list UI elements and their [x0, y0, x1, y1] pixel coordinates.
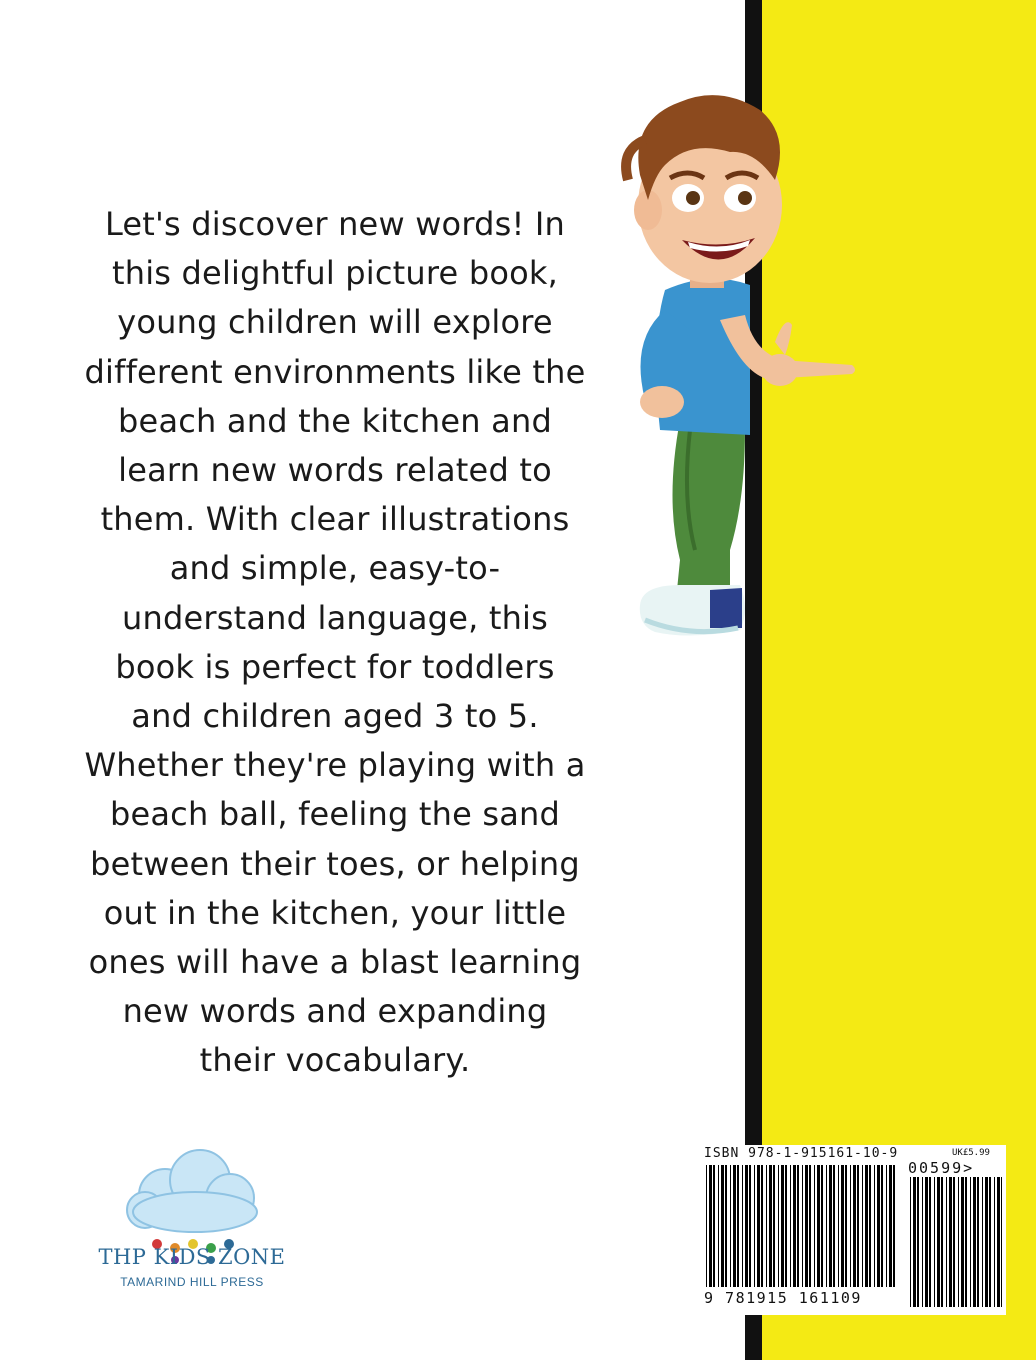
barcode-bar: [889, 1165, 892, 1287]
barcode-bar: [778, 1165, 779, 1287]
blurb-line: beach ball, feeling the sand: [109, 795, 561, 834]
barcode-bar: [881, 1165, 883, 1287]
barcode-bar: [877, 1165, 880, 1287]
barcode-label: [700, 1145, 1006, 1315]
barcode-bar: [766, 1165, 767, 1287]
barcode-bar: [929, 1177, 931, 1307]
barcode-bar: [757, 1165, 760, 1287]
barcode-bar: [814, 1165, 815, 1287]
barcode-bar: [865, 1165, 868, 1287]
blurb-line: their vocabulary.: [199, 1041, 471, 1080]
barcode-digits: 9 781915 161109: [704, 1289, 862, 1307]
blurb-line: this delightful picture book,: [111, 254, 558, 293]
barcode-bar: [886, 1165, 887, 1287]
barcode-bar: [802, 1165, 803, 1287]
barcode-bar: [850, 1165, 851, 1287]
barcode-bar: [809, 1165, 811, 1287]
barcode-bar: [874, 1165, 875, 1287]
blurb-line: between their toes, or helping: [90, 844, 580, 883]
blurb-text: [70, 200, 600, 1086]
isbn-number: ISBN 978-1-915161-10-9: [704, 1146, 899, 1161]
barcode-bar: [742, 1165, 743, 1287]
blurb-line: out in the kitchen, your little: [103, 893, 567, 932]
barcode-bar: [913, 1177, 916, 1307]
barcode-bar: [917, 1177, 919, 1307]
barcode-bar: [862, 1165, 863, 1287]
barcode-bar: [845, 1165, 847, 1287]
barcode-bar: [737, 1165, 739, 1287]
barcode-bar: [817, 1165, 820, 1287]
barcode-bar: [893, 1165, 895, 1287]
barcode-bar: [797, 1165, 799, 1287]
blurb-line: different environments like the: [84, 352, 586, 391]
barcode-bar: [853, 1165, 856, 1287]
blurb-line: and simple, easy-to-: [169, 549, 501, 588]
blurb-line: book is perfect for toddlers: [115, 647, 555, 686]
blurb-line: Let's discover new words! In: [104, 205, 566, 243]
barcode-bar: [934, 1177, 935, 1307]
barcode-bar: [922, 1177, 923, 1307]
barcode-bar: [793, 1165, 796, 1287]
barcode-bar: [773, 1165, 775, 1287]
barcode-bar: [961, 1177, 964, 1307]
price-code: 00599>: [908, 1159, 975, 1177]
blurb-line: ones will have a blast learning: [88, 943, 582, 982]
barcode-bar: [994, 1177, 995, 1307]
blurb-line: and children aged 3 to 5.: [131, 697, 539, 736]
barcode-bar: [910, 1177, 911, 1307]
barcode-bar: [781, 1165, 784, 1287]
barcode-addon-bars: [910, 1177, 1002, 1307]
barcode-bar: [841, 1165, 844, 1287]
blurb-line: new words and expanding: [122, 992, 548, 1031]
publisher-name: THP KIDS ZONE: [98, 1245, 286, 1269]
barcode-bar: [826, 1165, 827, 1287]
barcode-bar: [946, 1177, 947, 1307]
blurb-line: them. With clear illustrations: [100, 500, 570, 539]
pointing-boy-illustration: [570, 80, 870, 660]
barcode-bar: [941, 1177, 943, 1307]
barcode-bar: [730, 1165, 731, 1287]
barcode-bar: [713, 1165, 715, 1287]
barcode-bar: [977, 1177, 979, 1307]
barcode-bar: [725, 1165, 727, 1287]
barcode-bar: [829, 1165, 832, 1287]
barcode-bar: [805, 1165, 808, 1287]
barcode-bar: [958, 1177, 959, 1307]
blurb-line: beach and the kitchen and: [118, 401, 552, 440]
barcode-bar: [965, 1177, 967, 1307]
barcode-bar: [718, 1165, 719, 1287]
barcode-bar: [761, 1165, 763, 1287]
barcode-bar: [769, 1165, 772, 1287]
publisher-subtitle: TAMARIND HILL PRESS: [120, 1275, 264, 1289]
barcode-bar: [821, 1165, 823, 1287]
barcode-bar: [989, 1177, 991, 1307]
barcode-bar: [925, 1177, 928, 1307]
barcode-bar: [754, 1165, 755, 1287]
barcode-bar: [785, 1165, 787, 1287]
blurb-line: Whether they're playing with a: [84, 746, 586, 785]
barcode-bar: [1001, 1177, 1002, 1307]
barcode-bar: [790, 1165, 791, 1287]
barcode-bar: [733, 1165, 736, 1287]
barcode-bar: [749, 1165, 751, 1287]
barcode-bar: [745, 1165, 748, 1287]
blurb-line: understand language, this: [121, 598, 549, 637]
barcode-bar: [970, 1177, 971, 1307]
blurb-line: learn new words related to: [118, 451, 552, 490]
barcode-bar: [857, 1165, 859, 1287]
barcode-bar: [982, 1177, 983, 1307]
price-label: UK£5.99: [952, 1148, 990, 1158]
barcode-bar: [953, 1177, 955, 1307]
barcode-bar: [973, 1177, 976, 1307]
barcode-bar: [833, 1165, 835, 1287]
blurb-line: young children will explore: [117, 303, 553, 342]
barcode-bar: [869, 1165, 871, 1287]
barcode-bar: [949, 1177, 952, 1307]
barcode-bar: [838, 1165, 839, 1287]
barcode-bar: [706, 1165, 707, 1287]
barcode-bars: [706, 1165, 896, 1287]
barcode-bar: [937, 1177, 940, 1307]
barcode-bar: [709, 1165, 712, 1287]
barcode-bar: [721, 1165, 724, 1287]
barcode-bar: [997, 1177, 1000, 1307]
barcode-bar: [985, 1177, 988, 1307]
